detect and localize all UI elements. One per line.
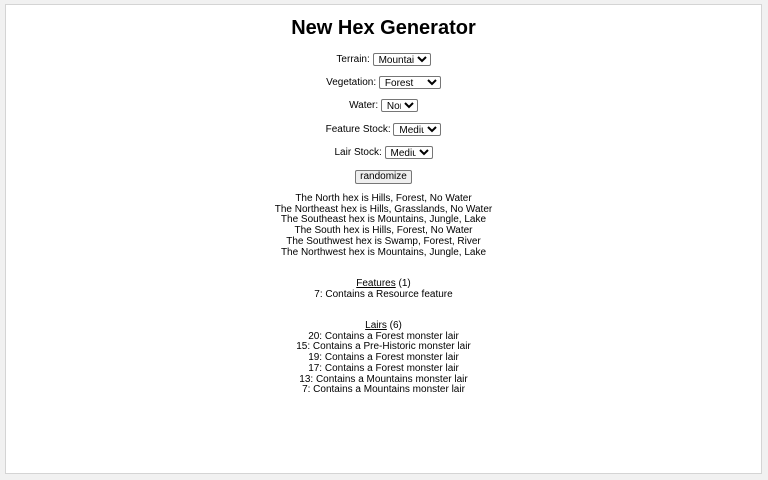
terrain-label: Terrain: (336, 54, 370, 66)
neighbor-hex-line: The North hex is Hills, Forest, No Water (295, 193, 472, 204)
features-section (6, 279, 761, 300)
page-title: New Hex Generator (291, 17, 476, 39)
lair-item: 13: Contains a Mountains monster lair (299, 373, 468, 385)
neighbor-hex-line: The Southwest hex is Swamp, Forest, River (286, 235, 481, 247)
lair-stock-row (6, 146, 761, 160)
lair-stock-label: Lair Stock: (334, 147, 382, 159)
neighbor-hex-line: The Southeast hex is Mountains, Jungle, Lake (280, 214, 487, 226)
lair-item: 19: Contains a Forest monster lair (308, 352, 459, 364)
lair-item: 7: Contains a Mountains monster lair (302, 384, 465, 396)
water-select[interactable] (381, 99, 418, 112)
features-heading: Features (356, 278, 396, 289)
water-row (6, 99, 761, 113)
lair-item: 17: Contains a Forest monster lair (308, 362, 459, 374)
neighbor-hex-line: The South hex is Hills, Forest, No Water (294, 225, 473, 237)
randomize-row (6, 170, 761, 184)
page-panel (5, 4, 762, 474)
vegetation-row (6, 76, 761, 90)
lair-item: 20: Contains a Forest monster lair (308, 330, 459, 342)
lair-stock-select[interactable] (385, 146, 433, 159)
feature-stock-row (6, 123, 761, 137)
lairs-count: (6) (389, 320, 402, 331)
neighbor-hex-line: The Northwest hex is Mountains, Jungle, Lake (280, 246, 487, 258)
water-label: Water: (349, 100, 379, 112)
feature-item: 7: Contains a Resource feature (314, 288, 453, 300)
neighbor-hex-line: The Northeast hex is Hills, Grasslands, No Water (274, 203, 493, 215)
lair-item: 15: Contains a Pre-Historic monster lair (296, 341, 471, 353)
terrain-select[interactable] (373, 53, 431, 66)
feature-stock-select[interactable] (393, 123, 441, 136)
vegetation-label: Vegetation: (326, 77, 377, 89)
features-count: (1) (398, 278, 411, 289)
lairs-heading: Lairs (365, 320, 387, 331)
vegetation-select[interactable] (379, 76, 441, 89)
lairs-section (6, 321, 761, 396)
neighbor-hex-list (6, 194, 761, 258)
terrain-row (6, 53, 761, 67)
feature-stock-label: Feature Stock: (325, 124, 391, 136)
randomize-button[interactable]: randomize (355, 170, 412, 184)
